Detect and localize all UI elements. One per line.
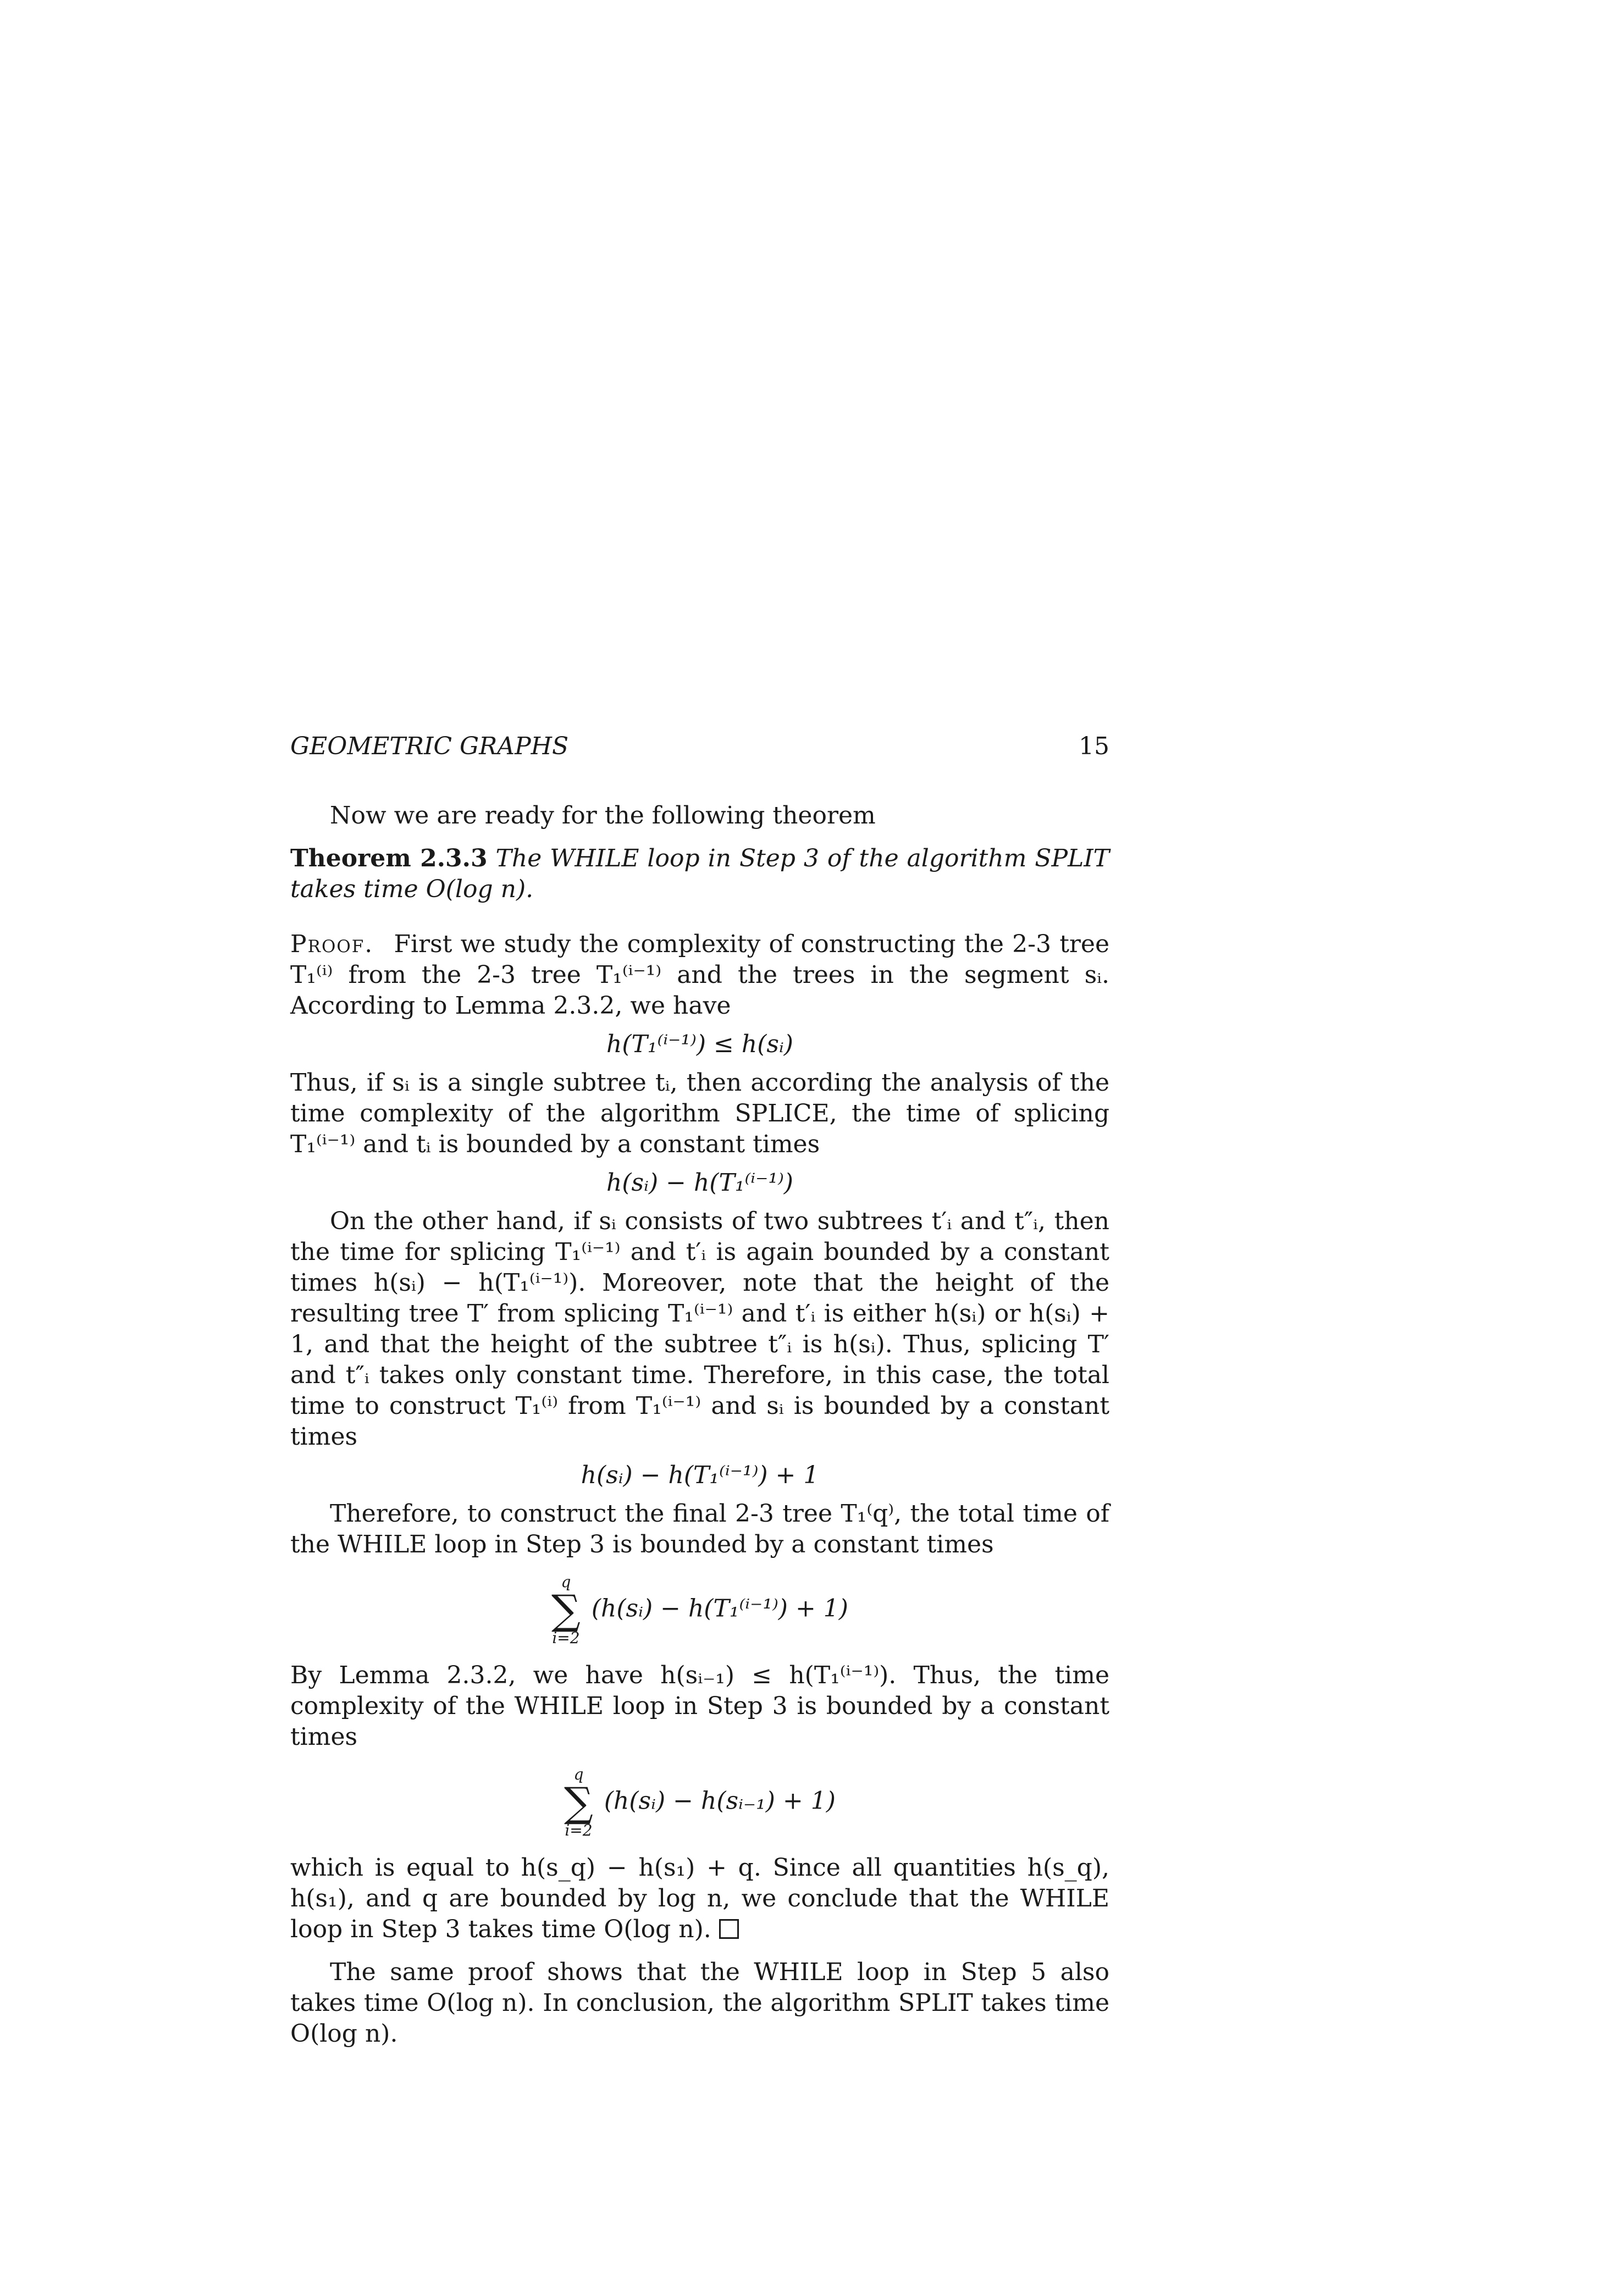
proof-paragraph-5: By Lemma 2.3.2, we have h(sᵢ₋₁) ≤ h(T₁⁽ⁱ⁻¹⁾). Thus, the time complexity of the WHILE loop in Step 3 is bounded by a constant times — [290, 1661, 1109, 1751]
sigma-symbol: ∑ — [564, 1779, 593, 1826]
proof-paragraph-4: Therefore, to construct the final 2-3 tree T₁⁽q⁾, the total time of the WHILE loop in Step 3 is bounded by a constant times — [290, 1500, 1109, 1558]
equation-3: h(sᵢ) − h(T₁⁽ⁱ⁻¹⁾) + 1 — [581, 1461, 819, 1489]
running-title: GEOMETRIC GRAPHS — [290, 732, 569, 760]
intro-paragraph: Now we are ready for the following theorem — [330, 801, 876, 830]
qed-box-icon — [719, 1919, 739, 1939]
summation-5-body: (h(sᵢ) − h(sᵢ₋₁) + 1) — [604, 1787, 836, 1815]
equation-4 — [290, 1574, 1109, 1646]
proof-paragraph-3: On the other hand, if sᵢ consists of two subtrees t′ᵢ and t″ᵢ, then the time for splicing T₁⁽ⁱ⁻¹⁾ and t′ᵢ is again bounded by a constant times h(sᵢ) − h(T₁⁽ⁱ⁻¹⁾). Moreover, note that the height of the resulting tree T′ from splicing T₁⁽ⁱ⁻¹⁾ and t′ᵢ is either h(sᵢ) or h(sᵢ) + 1, and that the height of the subtree t″ᵢ is h(sᵢ). Thus, splicing T′ and t″ᵢ takes only constant time. Therefore, in this case, the total time to construct T₁⁽ⁱ⁾ from T₁⁽ⁱ⁻¹⁾ and sᵢ is bounded by a constant times — [290, 1207, 1109, 1451]
proof-paragraph-2: Thus, if sᵢ is a single subtree tᵢ, then according the analysis of the time complexity of the algorithm SPLICE, the time of splicing T₁⁽ⁱ⁻¹⁾ and tᵢ is bounded by a constant times — [290, 1069, 1109, 1158]
running-header — [290, 731, 1109, 762]
summation-4-lower: i=2 — [552, 1629, 580, 1647]
equation-5 — [290, 1767, 1109, 1838]
summation-4-upper: q — [561, 1573, 571, 1591]
proof-paragraph-1 — [290, 929, 1109, 1021]
summation-5-lower: i=2 — [565, 1821, 593, 1839]
theorem-statement: The WHILE loop in Step 3 of the algorithm SPLIT takes time O(log n). — [290, 844, 1109, 903]
summation-5 — [564, 1767, 593, 1838]
proof-p6-text: which is equal to h(s_q) − h(s₁) + q. Since all quantities h(s_q), h(s₁), and q are bounded by log n, we conclude that the WHILE loop in Step 3 takes time O(log n). — [290, 1854, 1109, 1943]
theorem — [290, 843, 1109, 905]
closing-paragraph: The same proof shows that the WHILE loop in Step 5 also takes time O(log n). In conclusion, the algorithm SPLIT takes time O(log n). — [290, 1958, 1109, 2048]
summation-5-upper: q — [573, 1765, 584, 1783]
sigma-symbol: ∑ — [551, 1586, 581, 1634]
proof-p1-text: First we study the complexity of constructing the 2-3 tree T₁⁽ⁱ⁾ from the 2-3 tree T₁⁽ⁱ⁻¹⁾ and the trees in the segment sᵢ. According to Lemma 2.3.2, we have — [290, 930, 1109, 1020]
equation-1: h(T₁⁽ⁱ⁻¹⁾) ≤ h(sᵢ) — [606, 1030, 793, 1058]
equation-2: h(sᵢ) − h(T₁⁽ⁱ⁻¹⁾) — [606, 1169, 793, 1197]
proof-paragraph-6 — [290, 1853, 1109, 1945]
summation-4-body: (h(sᵢ) − h(T₁⁽ⁱ⁻¹⁾) + 1) — [591, 1594, 848, 1623]
summation-4 — [551, 1574, 581, 1646]
proof-label: Proof. — [290, 930, 374, 958]
page-content — [290, 731, 1109, 2049]
page-number: 15 — [1079, 732, 1109, 760]
theorem-title: Theorem 2.3.3 — [290, 844, 488, 872]
